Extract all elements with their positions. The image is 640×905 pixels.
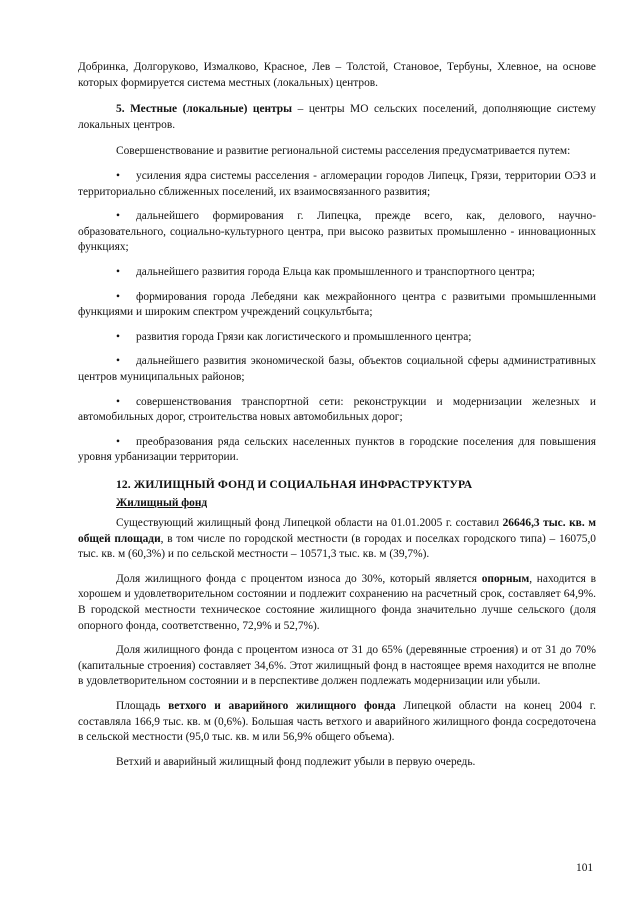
housing-paragraph-4: [78, 699, 596, 746]
text-run: Площадь: [116, 700, 169, 712]
housing-paragraph-5: Ветхий и аварийный жилищный фонд подлежит убыли в первую очередь.: [116, 755, 476, 768]
bullet-text: дальнейшего формирования г. Липецка, прежде всего, как, делового, научно-образовательного, социально-культурного центра, при высоко развитых промышленно - инновационных функциях;: [78, 210, 596, 254]
page-content: [78, 60, 596, 770]
housing-paragraph-3: Доля жилищного фонда с процентом износа от 31 до 65% (деревянные строения) и от 31 до 70% (капитальные строения) составляет 34,6%. Этот жилищный фонд в настоящее время находится не вполне в удовлетворительном состоянии и в перспективе должен подлежать модернизации или убыли.: [78, 644, 596, 688]
bullet-marker: •: [116, 210, 120, 223]
improvement-intro: Совершенствование и развитие региональной системы расселения предусматривается путем:: [116, 145, 571, 158]
text-run: , находится в хорошем и удовлетворительном состоянии и подлежит сохранению на расчетный срок, составляет 64,9%. В городской местности техническое состояние жилищного фонда значительно лучше сельского (доля опорного фонда, соответственно, 72,9% и 52,7%).: [78, 572, 596, 632]
bullet-marker: •: [116, 290, 120, 303]
bullet-marker: •: [116, 395, 120, 408]
bullet-item: [78, 435, 596, 466]
bullet-marker: •: [116, 169, 120, 182]
text-run: Липецкой области на конец 2004 г. составляла 166,9 тыс. кв. м (0,6%). Большая часть ветхого и аварийного жилищного фонда сосредоточена в сельской местности (95,0 тыс. кв. м или 56,9% общего объема).: [78, 700, 596, 744]
text-run: Доля жилищного фонда с процентом износа до 30%, который является: [116, 572, 482, 585]
bullet-item: [78, 395, 596, 426]
bullet-text: преобразования ряда сельских населенных пунктов в городские поселения для повышения уровня урбанизации территории.: [78, 435, 596, 464]
subsection-title: Жилищный фонд: [116, 497, 208, 510]
bullet-marker: •: [116, 435, 120, 448]
local-centers-heading: 5. Местные (локальные) центры: [116, 103, 293, 116]
bold-run: ветхого и аварийного жилищного фонда: [168, 700, 396, 712]
bullet-item: [78, 290, 596, 321]
bullet-marker: •: [116, 330, 120, 343]
bullet-item: [78, 330, 596, 346]
bullet-text: дальнейшего развития города Ельца как промышленного и транспортного центра;: [136, 265, 535, 278]
section-title: 12. ЖИЛИЩНЫЙ ФОНД И СОЦИАЛЬНАЯ ИНФРАСТРУКТУРА: [116, 477, 473, 491]
text-run: , в том числе по городской местности (в городах и поселках городского типа) – 16075,0 тыс. кв. м (60,3%) и по сельской местности – 10571,3 тыс. кв. м (39,7%).: [78, 532, 596, 561]
bullet-item: [78, 354, 596, 385]
local-centers-text: – центры МО сельских поселений, дополняющие систему локальных центров.: [78, 103, 596, 131]
bullet-text: совершенствования транспортной сети: реконструкции и модернизации железных и автомобильных дорог, строительства новых автомобильных дорог;: [78, 395, 596, 424]
bullet-text: формирования города Лебедяни как межрайонного центра с развитыми промышленными функциями и широким спектром учреждений соцкультбыта;: [78, 290, 596, 319]
bullet-item: [78, 169, 596, 200]
text-run: Существующий жилищный фонд Липецкой области на 01.01.2005 г. составил: [116, 517, 503, 530]
housing-paragraph-2: [78, 572, 596, 634]
bullet-item: [78, 209, 596, 256]
bullet-marker: •: [116, 265, 120, 278]
page-number: 101: [576, 862, 594, 874]
bullet-text: дальнейшего развития экономической базы, объектов социальной сферы административных центров муниципальных районов;: [78, 355, 596, 383]
bullet-marker: •: [116, 355, 120, 368]
intro-paragraph: Добринка, Долгоруково, Измалково, Красное, Лев – Толстой, Становое, Тербуны, Хлевное, на основе которых формируется система местных (локальных) центров.: [78, 61, 596, 89]
bullet-text: развития города Грязи как логистического и промышленного центра;: [136, 330, 472, 343]
bold-run: опорным: [481, 572, 530, 585]
housing-paragraph-1: [78, 516, 596, 563]
bold-run: 26646,3 тыс. кв. м общей площади: [78, 517, 596, 545]
local-centers-paragraph: [78, 102, 596, 133]
bullet-text: усиления ядра системы расселения - агломерации городов Липецк, Грязи, территории ОЭЗ и территориально сближенных поселений, их взаимосвязанного развития;: [78, 169, 596, 198]
bullet-item: [78, 265, 596, 281]
bullet-list: [78, 169, 596, 466]
